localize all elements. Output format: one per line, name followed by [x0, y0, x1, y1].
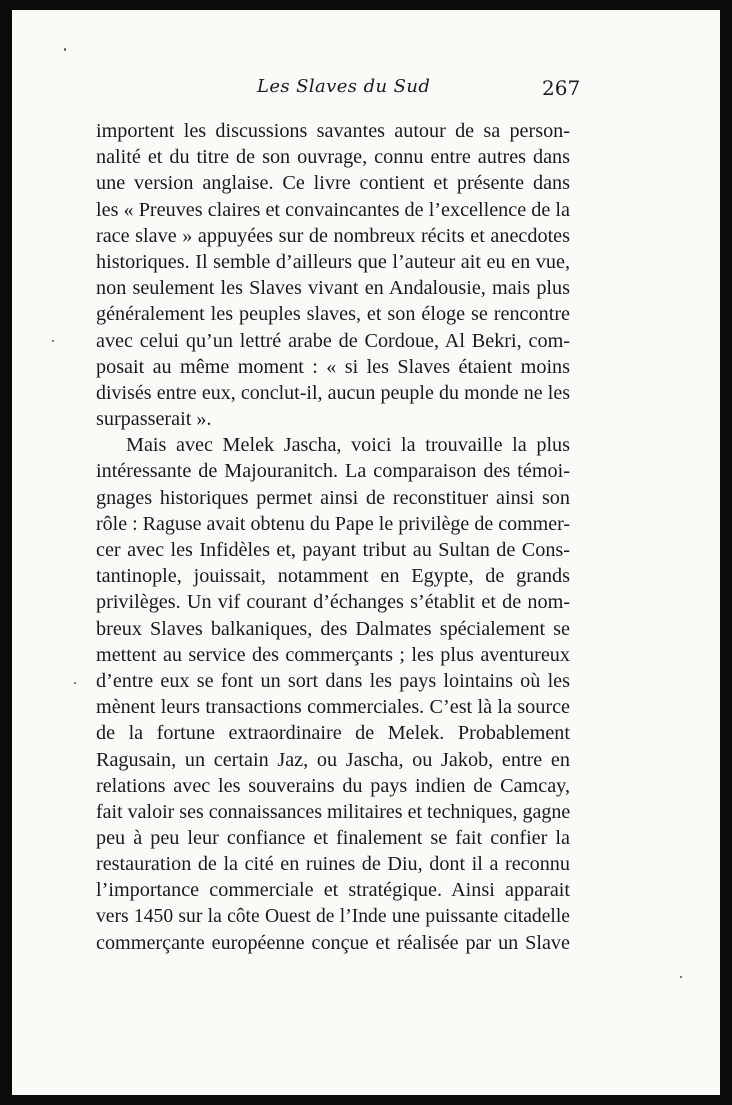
text-line: restauration de la cité en ruines de Diu, dont il a reconnu	[96, 853, 570, 876]
text-line: mettent au service des commerçants ; les plus aventureux	[96, 643, 570, 666]
text-line: intéressante de Majouranitch. La comparaison des témoi-	[96, 460, 570, 483]
text-line: surpasserait ».	[96, 408, 212, 431]
scan-speck	[680, 976, 682, 978]
text-line: rôle : Raguse avait obtenu du Pape le privilège de commer-	[96, 512, 570, 535]
text-line: commerçante européenne conçue et réalisée par un Slave	[96, 931, 570, 954]
page-header	[12, 76, 720, 106]
text-line: fait valoir ses connaissances militaires et techniques, gagne	[96, 800, 571, 823]
text-line: généralement les peuples slaves, et son éloge se rencontre	[96, 303, 570, 326]
text-line: divisés entre eux, conclut-il, aucun peuple du monde ne les	[96, 381, 570, 404]
text-line: breux Slaves balkaniques, des Dalmates spécialement se	[96, 617, 570, 640]
text-line: importent les discussions savantes autour de sa person-	[96, 120, 570, 142]
scan-speck	[52, 340, 54, 342]
running-title: Les Slaves du Sud	[257, 76, 431, 97]
text-line: vers 1450 sur la côte Ouest de l’Inde une puissante citadelle	[96, 905, 570, 927]
text-line: non seulement les Slaves vivant en Andalousie, mais plus	[96, 277, 570, 300]
text-line: historiques. Il semble d’ailleurs que l’auteur ait eu en vue,	[96, 250, 570, 273]
scan-speck	[74, 682, 76, 684]
text-line: mènent leurs transactions commerciales. C’est là la source	[96, 696, 570, 719]
text-line: l’importance commerciale et stratégique. Ainsi apparait	[96, 879, 570, 902]
book-page	[12, 10, 720, 1095]
text-line: avec celui qu’un lettré arabe de Cordoue, Al Bekri, com-	[96, 329, 570, 352]
text-line: de la fortune extraordinaire de Melek. Probablement	[96, 722, 570, 745]
text-line: privilèges. Un vif courant d’échanges s’établit et de nom-	[96, 591, 570, 614]
text-line: race slave » appuyées sur de nombreux récits et anecdotes	[96, 224, 570, 247]
text-line: relations avec les souverains du pays indien de Camcay,	[96, 774, 570, 797]
text-line: peu à peu leur confiance et finalement se fait confier la	[96, 827, 570, 850]
text-line: cer avec les Infidèles et, payant tribut au Sultan de Cons-	[96, 539, 570, 561]
text-line: Ragusain, un certain Jaz, ou Jascha, ou Jakob, entre en	[96, 748, 570, 771]
text-line: tantinople, jouissait, notamment en Egypte, de grands	[96, 565, 570, 588]
text-line: posait au même moment : « si les Slaves étaient moins	[96, 355, 570, 378]
text-line: les « Preuves claires et convaincantes de l’excellence de la	[96, 198, 570, 221]
scan-speck	[64, 48, 66, 51]
paragraph-2	[96, 432, 570, 956]
body-text	[96, 118, 570, 956]
page-number: 267	[542, 76, 581, 100]
text-line: d’entre eux se font un sort dans les pays lointains où les	[96, 669, 570, 692]
text-line: nalité et du titre de son ouvrage, connu entre autres dans	[96, 146, 570, 169]
text-line: gnages historiques permet ainsi de reconstituer ainsi son	[96, 486, 570, 509]
text-line: une version anglaise. Ce livre contient et présente dans	[96, 172, 570, 195]
text-line: Mais avec Melek Jascha, voici la trouvaille la plus	[126, 434, 570, 457]
paragraph-1	[96, 118, 570, 432]
